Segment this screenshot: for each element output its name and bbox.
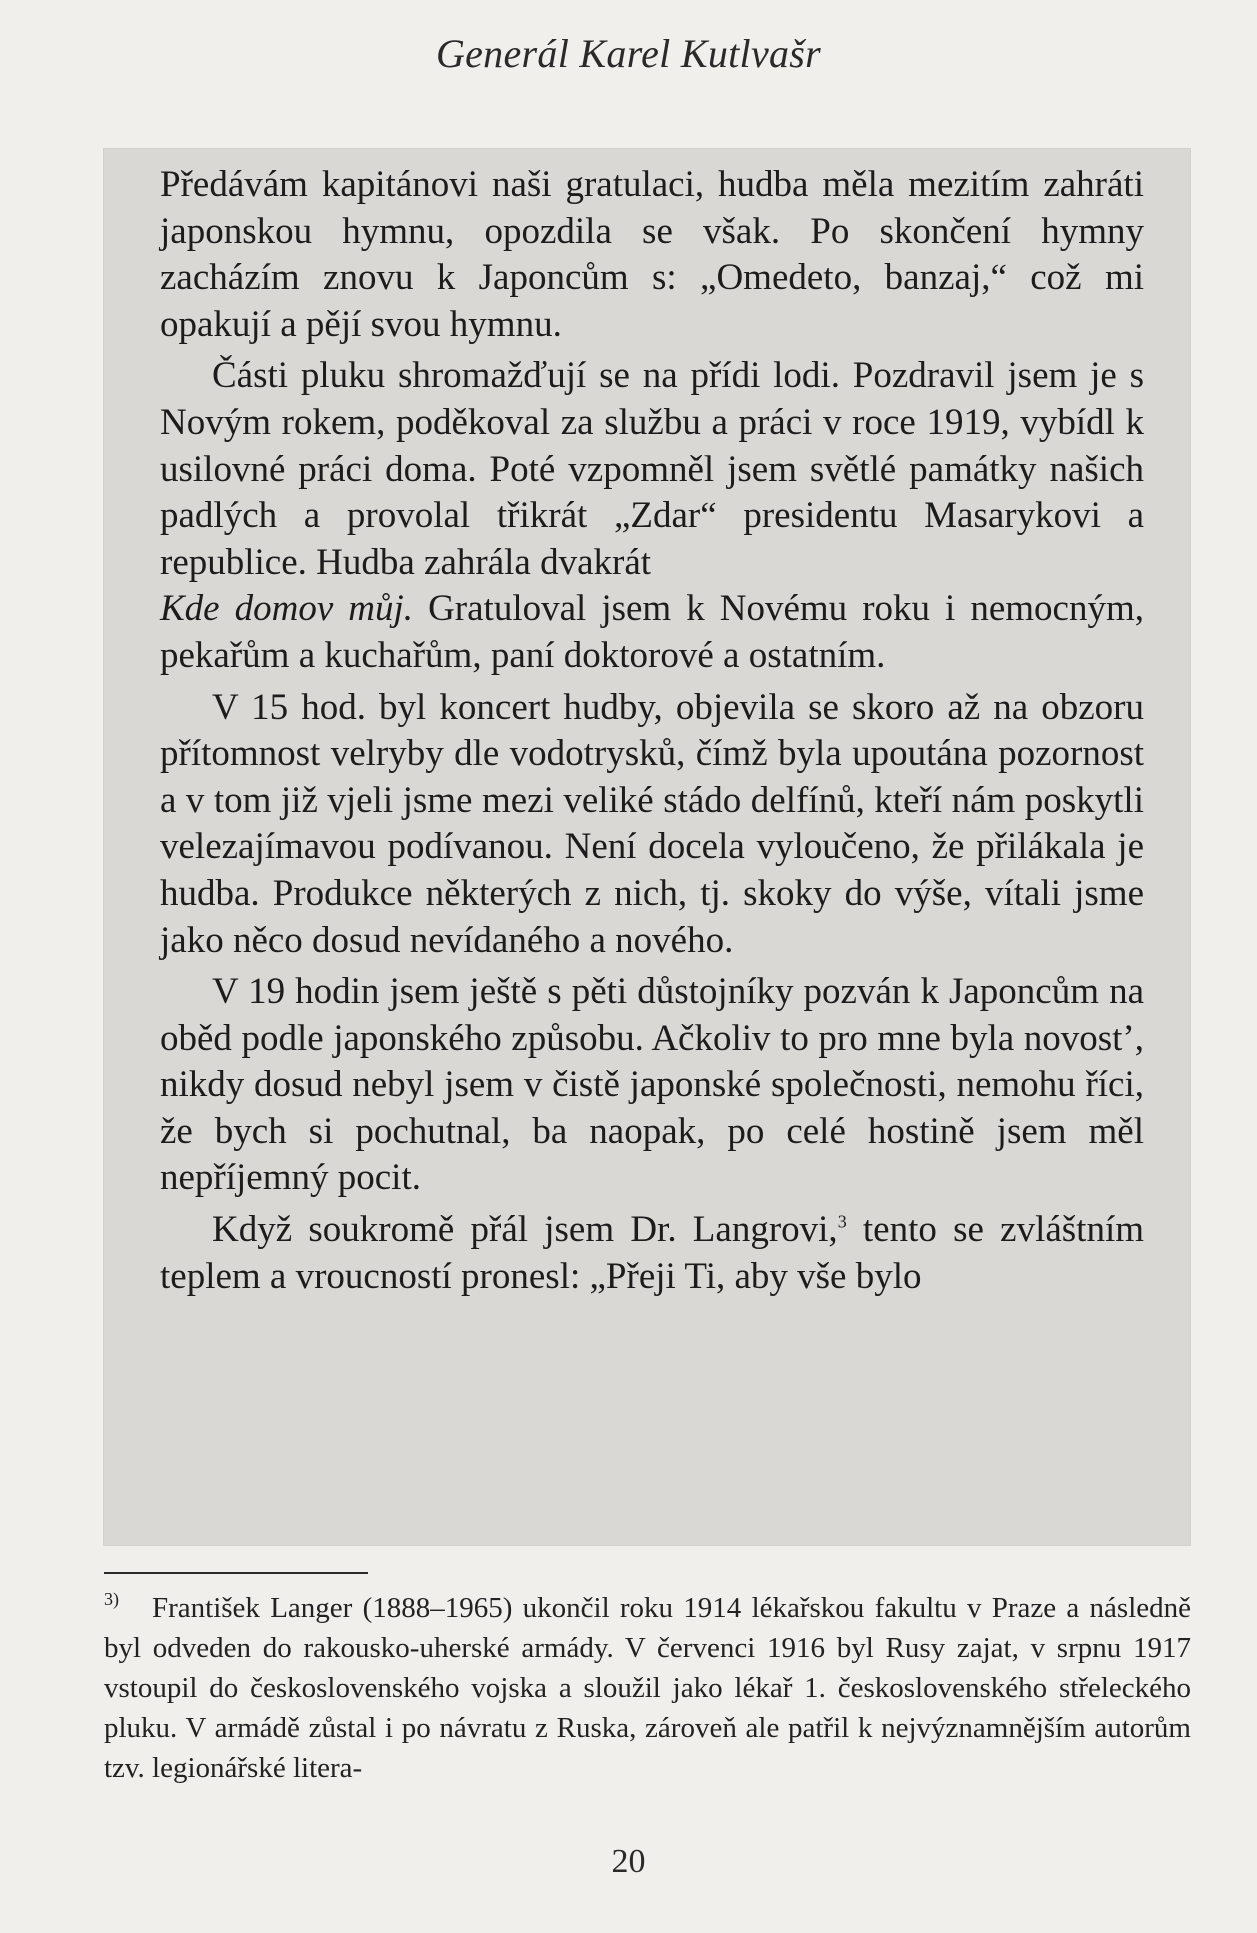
running-header: Generál Karel Kutlvašr bbox=[435, 31, 822, 76]
paragraph-5-text-before: Když soukromě přál jsem Dr. Langrovi, bbox=[212, 1209, 838, 1251]
footnote-reference: 3 bbox=[837, 1211, 847, 1232]
footnote-text: František Langer (1888–1965) ukončil roku 1914 lékařskou fakultu v Praze a následně byl odveden do rakousko-uherské armády. V červenci 1916 byl Rusy zajat, v srpnu 1917 vstoupil do československého vojska a sloužil jako lékař 1. československého střeleckého pluku. V armádě zůstal i po návratu z Ruska, zároveň ale patřil k nejvýznamnějším autorům tzv. legionářské litera- bbox=[104, 1592, 1191, 1784]
paragraph-2-text: Části pluku shromažďují se na přídi lodi. Pozdravil jsem je s Novým rokem, poděkoval za službu a práci v roce 1919, vybídl k usilovné práci doma. Poté vzpomněl jsem světlé památky našich padlých a provolal třikrát „Zdar“ presidentu Masarykovi a republice. Hudba zahrála dvakrát bbox=[160, 355, 1144, 583]
song-title: Kde domov můj. bbox=[160, 588, 414, 630]
paragraph-3: V 15 hod. byl koncert hudby, objevila se skoro až na obzoru přítomnost velryby dle vodotrysků, čímž byla upoutána pozornost a v tom již vjeli jsme mezi veliké stádo delfínů, kteří nám poskytli velezajímavou podívanou. Není docela vyloučeno, že přilákala je hudba. Produkce některých z nich, tj. skoky do výše, vítali jsme jako něco dosud nevídaného a nového. bbox=[160, 686, 1144, 961]
paragraph-2 bbox=[160, 353, 1144, 586]
paragraph-1: Předávám kapitánovi naši gratulaci, hudba měla mezitím zahráti japonskou hymnu, opozdila se však. Po skončení hymny zacházím znovu k Japoncům s: „Omedeto, banzaj,“ což mi opakují a pějí svou hymnu. bbox=[160, 164, 1144, 345]
paragraph-5 bbox=[160, 1207, 1144, 1300]
main-text bbox=[160, 162, 1144, 1300]
paragraph-2-continued-text: Gratuloval jsem k Novému roku i nemocným, pekařům a kuchařům, paní doktorové a ostatním. bbox=[160, 588, 1144, 676]
paragraph-5-text-after: tento se zvláštním teplem a vroucností pronesl: „Přeji Ti, aby vše bylo bbox=[160, 1209, 1145, 1297]
page-number: 20 bbox=[611, 1843, 646, 1880]
footnote-divider bbox=[104, 1572, 368, 1574]
paragraph-2-continued bbox=[160, 586, 1144, 679]
paragraph-4: V 19 hodin jsem ještě s pěti důstojníky pozván k Japoncům na oběd podle japonského způsobu. Ačkoliv to pro mne byla novost’, nikdy dosud nebyl jsem v čistě japonské společnosti, nemohu říci, že bych si pochutnal, ba naopak, po celé hostině jsem měl nepříjemný pocit. bbox=[160, 971, 1144, 1199]
footnote: 3) František Langer (1888–1965) ukončil roku 1914 lékařskou fakultu v Praze a následně byl odveden do rakousko-uherské armády. V červenci 1916 byl Rusy zajat, v srpnu 1917 vstoupil do československého vojska a sloužil jako lékař 1. československého střeleckého pluku. V armádě zůstal i po návratu z Ruska, zároveň ale patřil k nejvýznamnějším autorům tzv. legionářské litera- bbox=[104, 1589, 1191, 1784]
